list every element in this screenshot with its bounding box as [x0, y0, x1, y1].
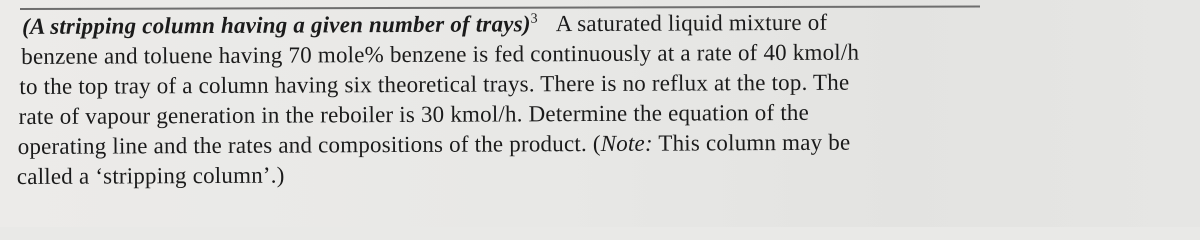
problem-line-3-text: to the top tray of a column having six theoretical trays. There is no reflux at the top. The	[19, 69, 850, 99]
problem-title: (A stripping column having a given number of trays)	[22, 11, 531, 39]
problem-line-1-rest: A saturated liquid mixture of	[555, 9, 828, 37]
problem-line-5-end: This column may be	[652, 129, 851, 156]
problem-line-6-text: called a ‘stripping column’.)	[16, 162, 285, 189]
problem-line-6	[17, 157, 1007, 192]
problem-line-5-start: operating line and the rates and compositions of the product. (	[17, 130, 601, 159]
note-label: Note:	[600, 130, 653, 156]
problem-line-4-text: rate of vapour generation in the reboiler is 30 kmol/h. Determine the equation of the	[18, 99, 810, 129]
problem-line-2-text: benzene and toluene having 70 mole% benzene is fed continuously at a rate of 40 kmol/h	[21, 39, 860, 69]
problem-text	[16, 7, 1007, 192]
footnote-marker: 3	[530, 11, 538, 27]
